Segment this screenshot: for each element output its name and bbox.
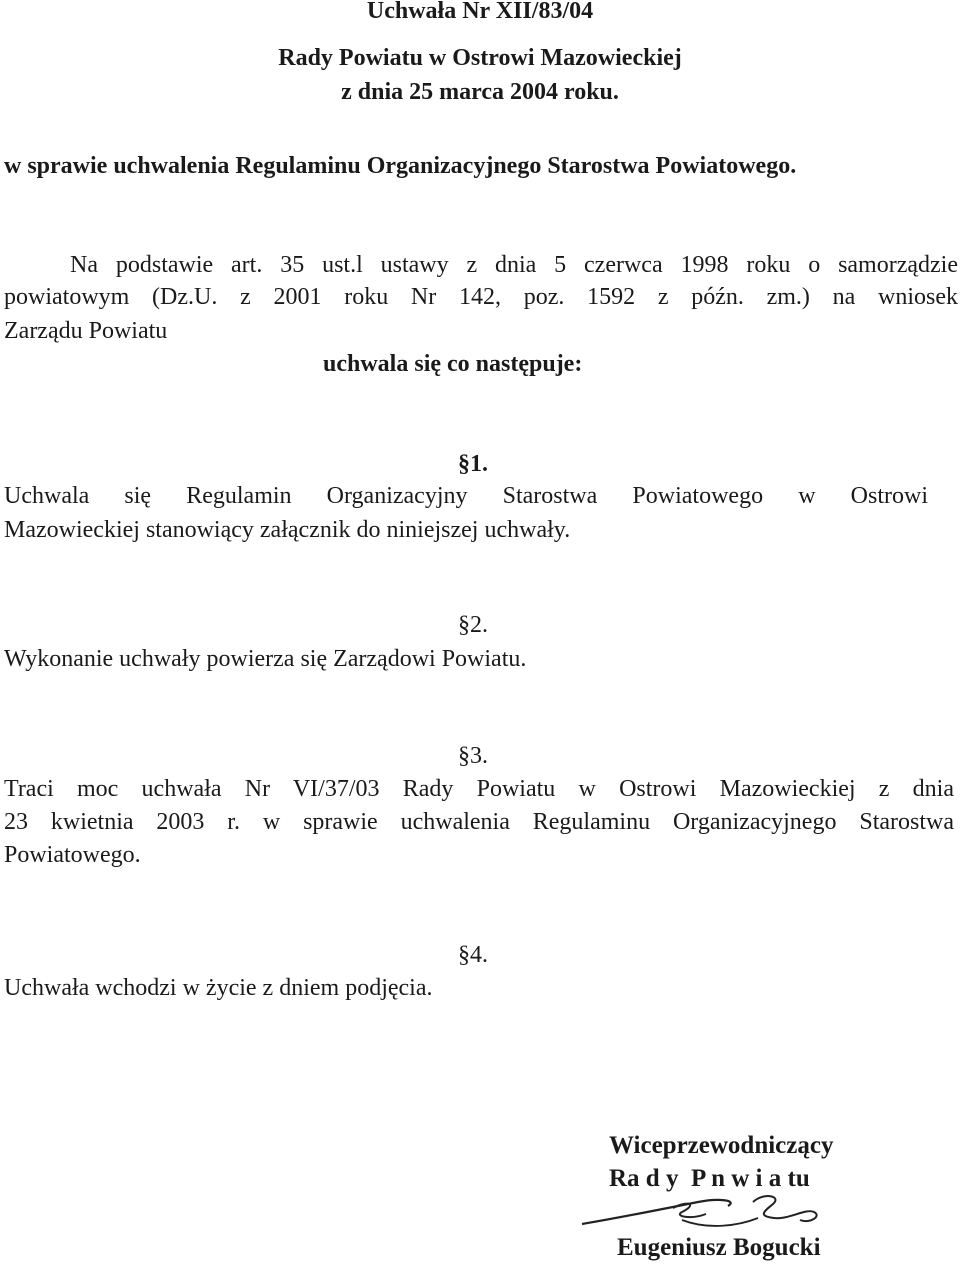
section-1-heading	[458, 449, 488, 479]
signatory-body: Ra d y P n w i a tu	[609, 1165, 810, 1192]
section-3-line-3: Powiatowego.	[4, 842, 141, 868]
resolution-subject: w sprawie uchwalenia Regulaminu Organizacyjnego Starostwa Powiatowego.	[4, 153, 797, 179]
section-4-line-1: Uchwała wchodzi w życie z dniem podjęcia.	[4, 975, 433, 1001]
section-2-heading	[458, 610, 488, 640]
resolution-date: z dnia 25 marca 2004 roku.	[341, 79, 619, 105]
preamble-line-2: powiatowym (Dz.U. z 2001 roku Nr 142, poz. 1592 z późn. zm.) na wniosek	[4, 284, 958, 310]
section-sign-icon: §	[458, 612, 470, 638]
section-sign-icon: §	[458, 451, 470, 477]
section-3-line-1: Traci moc uchwała Nr VI/37/03 Rady Powiatu w Ostrowi Mazowieckiej z dnia	[4, 776, 954, 802]
section-2-line-1: Wykonanie uchwały powierza się Zarządowi Powiatu.	[4, 646, 527, 672]
section-number: 3.	[470, 743, 488, 769]
signatory-name: Eugeniusz Bogucki	[617, 1234, 821, 1261]
section-sign-icon: §	[458, 743, 470, 769]
signatory-role: Wiceprzewodniczący	[609, 1132, 834, 1159]
section-number: 1.	[470, 451, 488, 477]
preamble-line-1: Na podstawie art. 35 ust.l ustawy z dnia 5 czerwca 1998 roku o samorządzie	[70, 252, 958, 278]
preamble-line-3: Zarządu Powiatu	[4, 318, 168, 344]
resolution-issuer: Rady Powiatu w Ostrowi Mazowieckiej	[278, 45, 682, 71]
section-number: 2.	[470, 612, 488, 638]
section-1-line-2: Mazowieckiej stanowiący załącznik do niniejszej uchwały.	[4, 517, 571, 543]
section-number: 4.	[470, 942, 488, 968]
section-3-heading	[458, 741, 488, 771]
resolution-title: Uchwała Nr XII/83/04	[366, 0, 594, 24]
section-1-line-1: Uchwala się Regulamin Organizacyjny Starostwa Powiatowego w Ostrowi	[4, 483, 928, 509]
section-4-heading	[458, 940, 488, 970]
resolves-statement: uchwala się co następuje:	[323, 351, 583, 377]
section-3-line-2: 23 kwietnia 2003 r. w sprawie uchwalenia Regulaminu Organizacyjnego Starostwa	[4, 809, 954, 835]
section-sign-icon: §	[458, 942, 470, 968]
